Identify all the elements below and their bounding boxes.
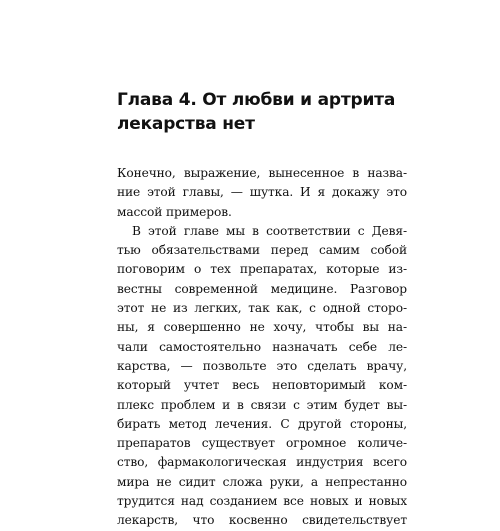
text-line: ство, фармакологическая индустрия всего: [117, 455, 407, 470]
body-text: [117, 164, 407, 531]
text-line: ны, я совершенно не хочу, чтобы вы на-: [117, 320, 407, 335]
text-line: тью обязательствами перед самим собой: [117, 243, 407, 258]
chapter-title: [117, 88, 477, 136]
text-line: который учтет весь неповторимый ком-: [117, 378, 407, 393]
text-line: массой примеров.: [117, 204, 232, 219]
text-line: Конечно, выражение, вынесенное в назва-: [117, 166, 407, 180]
text-line: чали самостоятельно назначать себе ле-: [117, 339, 407, 354]
text-line: В этой главе мы в соответствии с Девя-: [132, 223, 407, 238]
text-line: этот не из легких, так как, с одной сторо-: [117, 301, 407, 316]
text-line: поговорим о тех препаратах, которые из-: [117, 262, 407, 277]
text-line: плекс проблем и в связи с этим будет вы-: [117, 397, 407, 412]
chapter-title-line: лекарства нет: [117, 114, 255, 134]
text-line: мира не сидит сложа руки, а непрестанно: [117, 474, 407, 489]
text-line: карства, — позвольте это сделать врачу,: [117, 358, 407, 373]
chapter-title-line: Глава 4. От любви и артрита: [117, 90, 396, 110]
text-line: лекарств, что косвенно свидетельствует: [117, 513, 407, 528]
text-line: препаратов существует огромное количе-: [117, 436, 407, 451]
text-line: вестны современной медицине. Разговор: [117, 281, 407, 296]
text-line: трудится над созданием все новых и новых: [117, 494, 407, 509]
text-line: бирать метод лечения. С другой стороны,: [117, 416, 407, 431]
text-line: ние этой главы, — шутка. И я докажу это: [117, 185, 407, 200]
